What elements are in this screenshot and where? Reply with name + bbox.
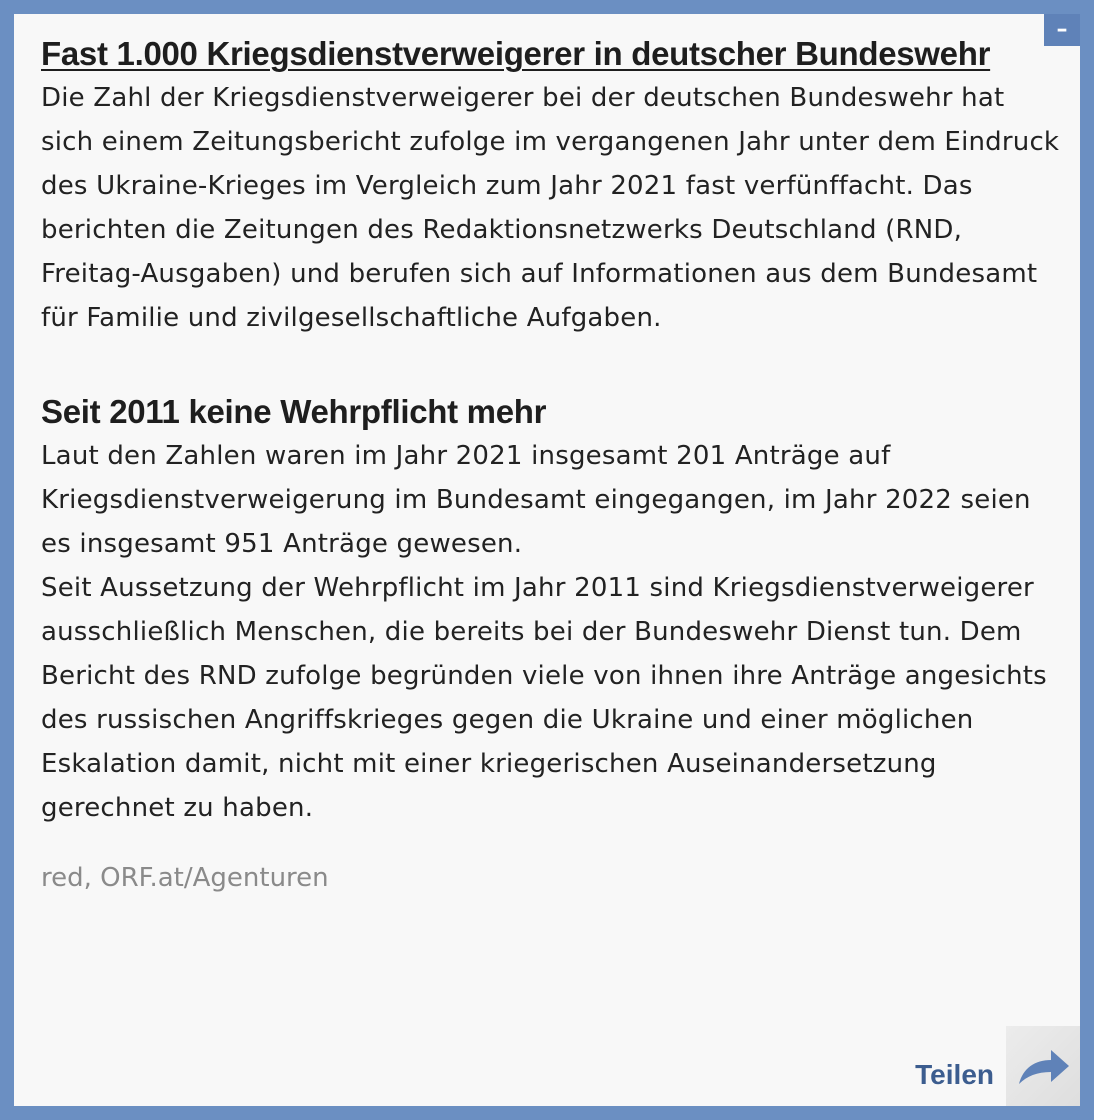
article-source: red, ORF.at/Agenturen: [41, 863, 329, 893]
article-subheadline: Seit 2011 keine Wehrpflicht mehr: [41, 393, 547, 430]
collapse-button[interactable]: –: [1044, 14, 1080, 46]
article-paragraph-3: Seit Aussetzung der Wehrpflicht im Jahr 2011 sind Kriegsdienstverweigerer ausschließlich Menschen, die bereits bei der Bundeswehr Dienst tun. Dem Bericht des RND zufolge begründen viele von ihnen ihre Anträge angesichts des russischen Angriffskrieges gegen die Ukraine und einer möglichen Eskalation damit, nicht mit einer kriegerischen Auseinandersetzung gerechnet zu haben.: [41, 573, 1047, 823]
article-paragraph-1: Die Zahl der Kriegsdienstverweigerer bei der deutschen Bundeswehr hat sich einem Zeitungsbericht zufolge im vergangenen Jahr unter dem Eindruck des Ukraine-Krieges im Vergleich zum Jahr 2021 fast verfünffacht. Das berichten die Zeitungen des Redaktionsnetzwerks Deutschland (RND, Freitag-Ausgaben) und berufen sich auf Informationen aus dem Bundesamt für Familie und zivilgesellschaftliche Aufgaben.: [41, 83, 1060, 333]
share-label[interactable]: Teilen: [915, 1059, 994, 1090]
article-paragraph-2: Laut den Zahlen waren im Jahr 2021 insgesamt 201 Anträge auf Kriegsdienstverweigerung im Bundesamt eingegangen, im Jahr 2022 seien es insgesamt 951 Anträge gewesen.: [41, 441, 1031, 559]
article-headline[interactable]: Fast 1.000 Kriegsdienstverweigerer in deutscher Bundeswehr: [41, 35, 991, 72]
news-item-card: [14, 14, 1080, 1106]
share-button[interactable]: [1006, 1026, 1080, 1106]
share-arrow-icon: [1015, 1044, 1071, 1088]
article-content: [41, 32, 1061, 900]
share-control[interactable]: [915, 1026, 1080, 1106]
